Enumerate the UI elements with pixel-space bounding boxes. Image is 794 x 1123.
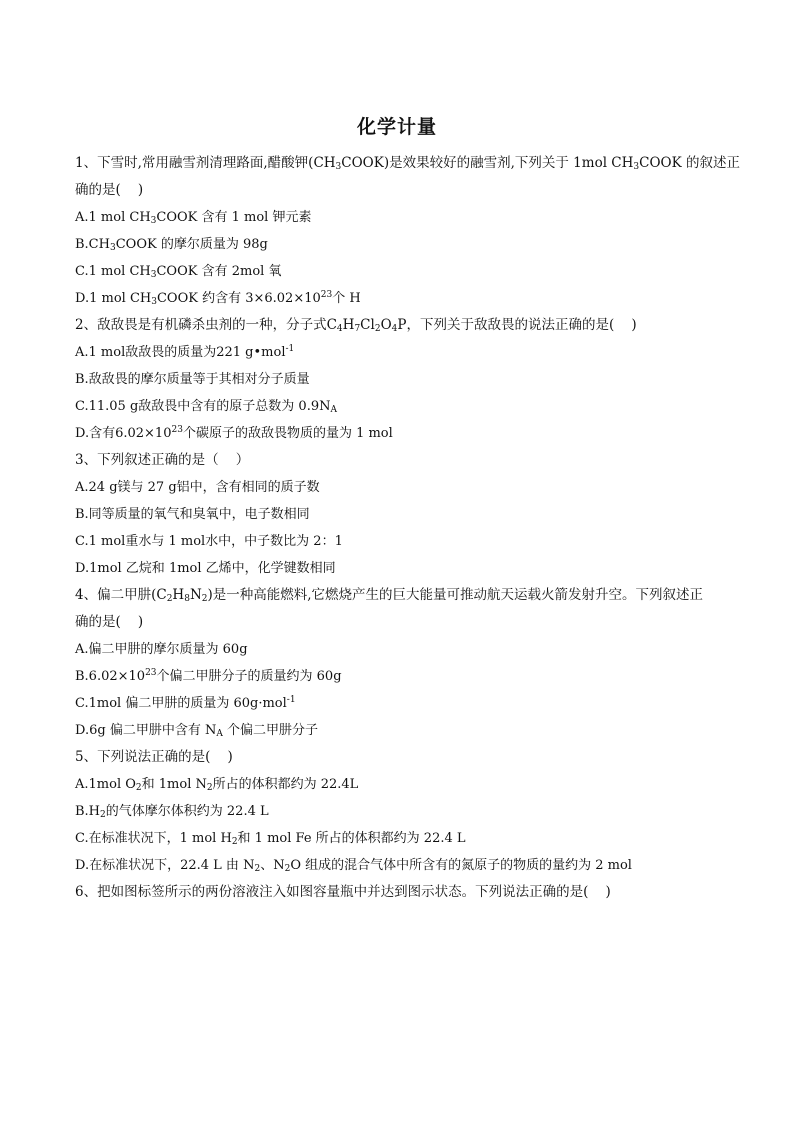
q2-c-line: C.11.05 g敌敌畏中含有的原子总数为 $0.9N_A$ [75,399,337,415]
q4-a-line: A.偏二甲肼的摩尔质量为 60g [75,642,248,657]
q4-stem-b-line: 确的是( ) [75,614,144,630]
q4-b-line: $B.6.02\times 10^{23}$个偏二甲肼分子的质量约为 60g [75,668,342,684]
q2-d-line: D.含有$6.02\times 10^{23}$个碳原子的敌敌畏物质的量为 1 mol [75,425,393,441]
q1-c-line: C.1 mol $CH_3COOK$ 含有 2mol 氧 [75,264,282,280]
q4-stem-a-line: 4、偏二甲肼$(C_2H_8N_2)$是一种高能燃料,它燃烧产生的巨大能量可推动航天运载火箭发射升空。下列叙述正 [75,587,704,604]
q1-a-line: A.1 mol $CH_3COOK$ 含有 1 mol 钾元素 [75,210,312,226]
q4-d-line: D.6g 偏二甲肼中含有 $N_A$ 个偏二甲肼分子 [75,723,318,739]
q1-stem-a-line: 1、下雪时,常用融雪剂清理路面,醋酸钾$(CH_3COOK)$是效果较好的融雪剂,下列关于 1mol $CH_3COOK$ 的叙述正 [75,155,740,172]
q1-d-line: D.1 mol $CH_3COOK$ 约含有 $3\times 6.02\times 10^{23}$个 H [75,290,361,307]
q3-a-line: A.24 g镁与 27 g铝中，含有相同的质子数 [75,480,320,495]
q4-c-line: C.1mol 偏二甲肼的质量为 60g·mol$^{-1}$ [75,695,296,711]
q1-stem-b-line: 确的是( ) [75,182,144,198]
q3-stem-line: 3、下列叙述正确的是（ ） [75,452,250,468]
q3-d-line: D.1mol 乙烷和 1mol 乙烯中，化学键数相同 [75,561,336,576]
q5-a-line: A.1mol $O_2$和 1mol $N_2$所占的体积都约为 22.4L [75,777,359,793]
q3-c-line: C.1 mol重水与 1 mol水中，中子数比为 2：1 [75,534,343,549]
page-title: 化学计量 [356,116,437,138]
q1-b-line: $B.CH_3COOK$ 的摩尔质量为 98g [75,237,268,253]
q3-b-line: B.同等质量的氧气和臭氧中，电子数相同 [75,507,310,522]
question-list [75,150,740,906]
q5-b-line: $B.H_2$的气体摩尔体积约为 22.4 L [75,804,269,820]
q2-a-line: A.1 mol敌敌畏的质量为221 g•mol$^{-1}$ [75,344,295,360]
q5-stem-line: 5、下列说法正确的是( ) [75,749,233,765]
q5-d-line: D.在标准状况下，22.4 L 由 $N_2$、$N_2O$ 组成的混合气体中所含有的氮原子的物质的量约为 2 mol [75,858,632,874]
q2-stem-line: 2、敌敌畏是有机磷杀虫剂的一种，分子式$C_4H_7Cl_2O_4P$，下列关于敌敌畏的说法正确的是( ) [75,317,637,334]
q6-stem-line: 6、把如图标签所示的两份溶液注入如图容量瓶中并达到图示状态。下列说法正确的是( ) [75,884,611,900]
q2-b-line: B.敌敌畏的摩尔质量等于其相对分子质量 [75,372,310,387]
q5-c-line: C.在标准状况下，1 mol $H_2$和 1 mol Fe 所占的体积都约为 22.4 L [75,831,466,847]
